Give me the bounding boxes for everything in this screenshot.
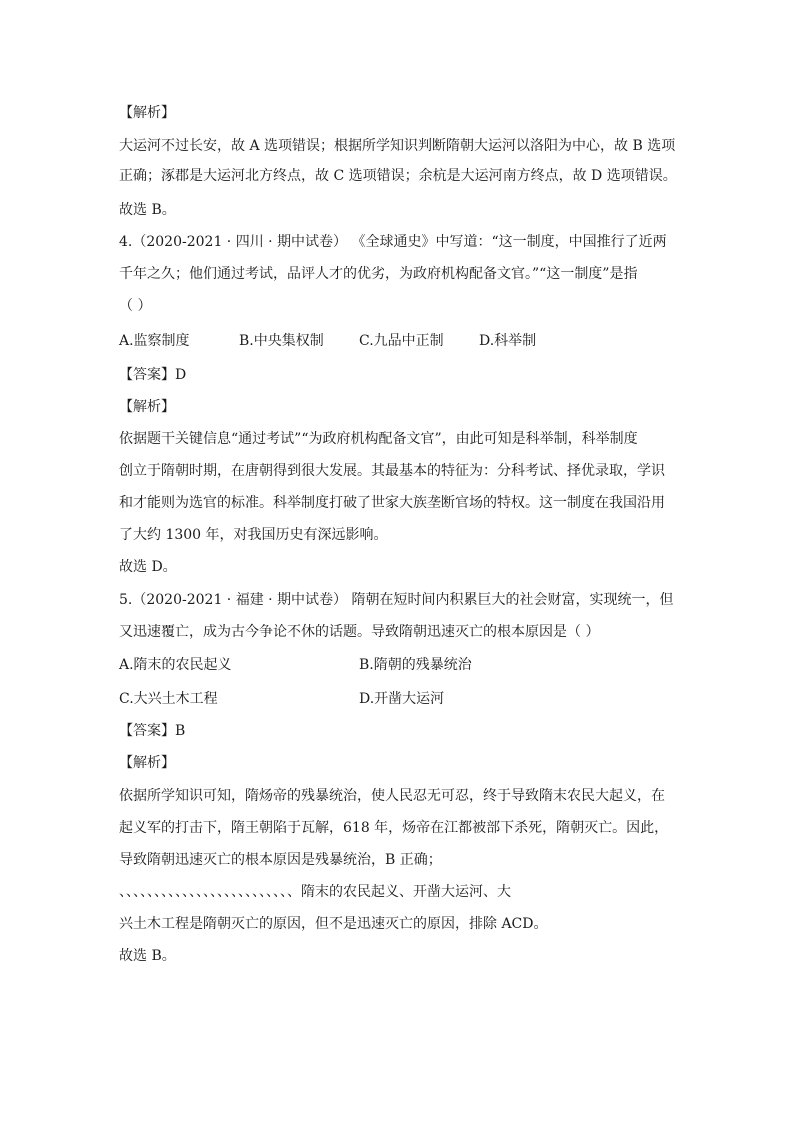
q4-analysis-line-1: 依据题干关键信息“通过考试”“为政府机构配备文官”，由此可知是科举制，科举制度 <box>119 431 638 447</box>
q4-stem-line-2: 千年之久；他们通过考试，品评人才的优劣，为政府机构配备文官。”“这一制度”是指 <box>119 266 638 282</box>
q5-option-b: B.隋朝的残暴统治 <box>359 657 472 673</box>
q4-conclusion: 故选 D。 <box>119 559 177 575</box>
q4-analysis-label: 【解析】 <box>119 399 175 415</box>
q5-conclusion: 故选 B。 <box>119 948 176 964</box>
q5-option-d: D.开凿大运河 <box>359 691 445 707</box>
q5-stem-line-1: 5.（2020-2021 · 福建 · 期中试卷） 隋朝在短时间内积累巨大的社会财富，实现统一，但 <box>119 592 674 608</box>
q5-option-a: A.隋末的农民起义 <box>119 657 232 673</box>
q4-analysis-line-2: 创立于隋朝时期，在唐朝得到很大发展。其最基本的特征为：分科考试、择优录取，学识 <box>119 463 665 479</box>
q5-analysis-line-5: 兴土木工程是隋朝灭亡的原因，但不是迅速灭亡的原因，排除 ACD。 <box>119 916 548 932</box>
q5-option-c: C.大兴土木工程 <box>119 691 218 707</box>
q5-analysis-line-4: 、、、、、、、、、、、、、、、、、、、、、、、、、隋末的农民起义、开凿大运河、大 <box>119 884 511 900</box>
q3-analysis-label: 【解析】 <box>119 105 175 121</box>
q4-stem-line-1: 4.（2020-2021 · 四川 · 期中试卷） 《全球通史》中写道：“这一制度，中国推行了近两 <box>119 234 667 250</box>
q5-answer: 【答案】B <box>119 723 186 739</box>
q4-option-b: B.中央集权制 <box>239 333 324 349</box>
q4-option-d: D.科举制 <box>479 333 537 349</box>
q4-analysis-line-3: 和才能则为选官的标准。科举制度打破了世家大族垄断官场的特权。这一制度在我国沿用 <box>119 495 665 511</box>
q3-analysis-line-2: 正确；涿郡是大运河北方终点，故 C 选项错误；余杭是大运河南方终点，故 D 选项错误。 <box>119 168 677 184</box>
q5-analysis-line-3: 导致隋朝迅速灭亡的根本原因是残暴统治，B 正确； <box>119 852 442 868</box>
q5-analysis-line-1: 依据所学知识可知，隋炀帝的残暴统治，使人民忍无可忍，终于导致隋末农民大起义，在 <box>119 788 665 804</box>
q4-option-c: C.九品中正制 <box>359 333 444 349</box>
q5-stem-line-2: 又迅速覆亡，成为古今争论不休的话题。导致隋朝迅速灭亡的根本原因是（ ） <box>119 624 600 640</box>
q4-answer: 【答案】D <box>119 367 187 383</box>
q4-stem-line-3: （ ） <box>119 298 152 314</box>
q3-analysis-line-1: 大运河不过长安，故 A 选项错误；根据所学知识判断隋朝大运河以洛阳为中心，故 B 选项 <box>119 138 676 154</box>
q3-conclusion: 故选 B。 <box>119 202 176 218</box>
q4-analysis-line-4: 了大约 1300 年，对我国历史有深远影响。 <box>119 527 388 543</box>
q4-option-a: A.监察制度 <box>119 333 190 349</box>
q5-analysis-label: 【解析】 <box>119 755 175 771</box>
q5-analysis-line-2: 起义军的打击下，隋王朝陷于瓦解，618 年，炀帝在江都被部下杀死，隋朝灭亡。因此， <box>119 820 669 836</box>
